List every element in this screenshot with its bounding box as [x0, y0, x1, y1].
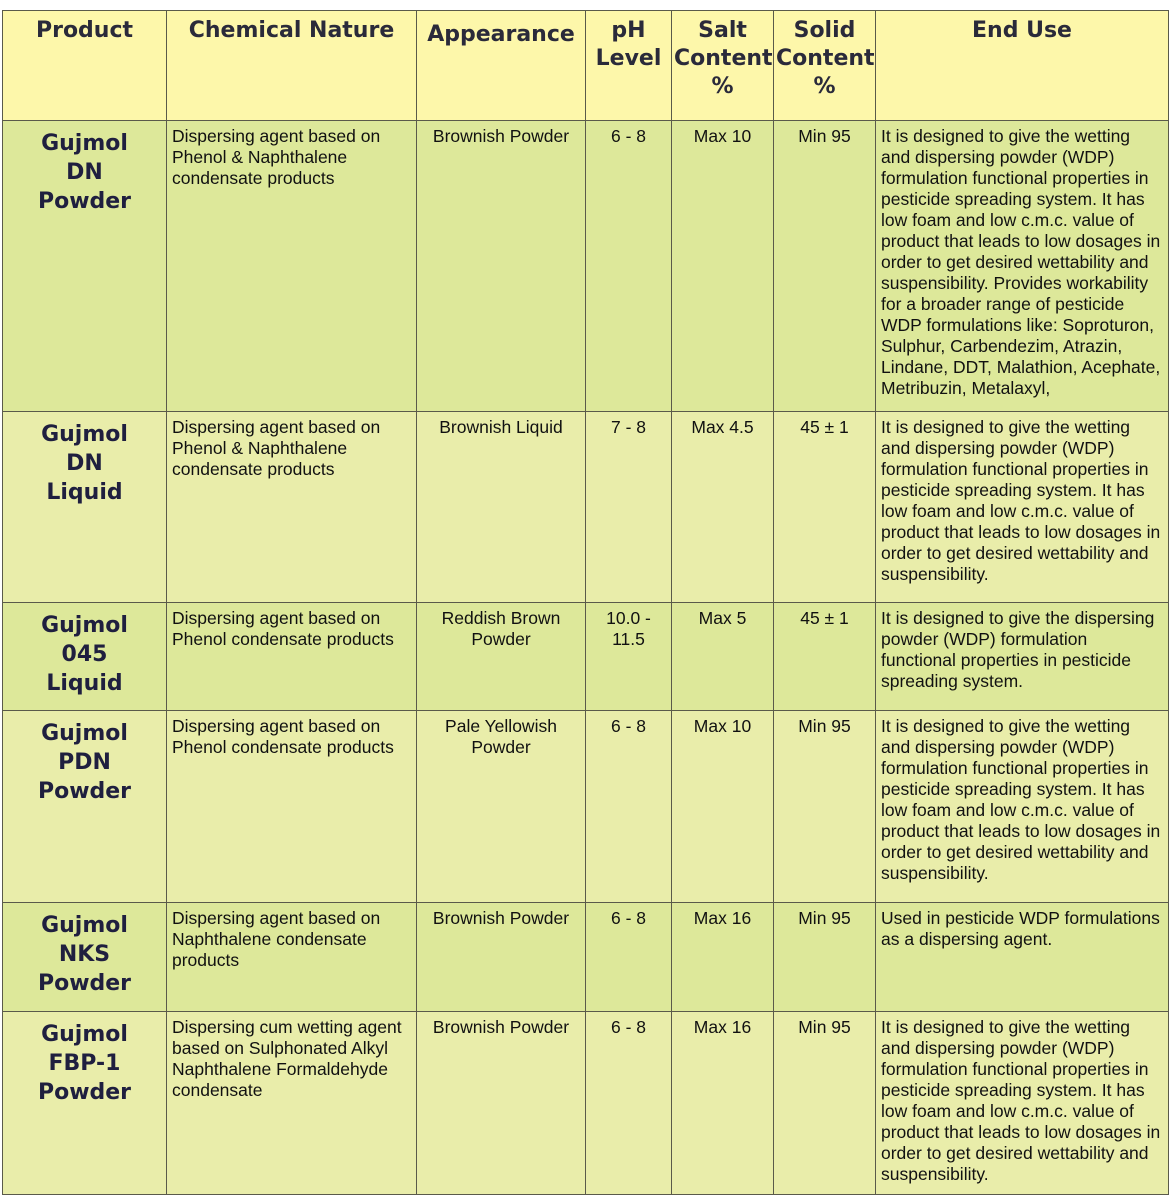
ph-level: 6 - 8	[586, 903, 672, 1012]
appearance: Reddish Brown Powder	[417, 603, 586, 711]
end-use: Used in pesticide WDP formulations as a dispersing agent.	[876, 903, 1169, 1012]
end-use: It is designed to give the wetting and dispersing powder (WDP) formulation functional properties in pesticide spreading system. It has low foam and low c.m.c. value of product that leads to low dosages in order to get desired wettability and suspensibility.	[876, 711, 1169, 903]
table-row	[3, 903, 1169, 1012]
header-product: Product	[3, 11, 167, 121]
appearance: Brownish Powder	[417, 121, 586, 412]
product-name: Gujmol FBP-1 Powder	[3, 1012, 167, 1195]
product-name: Gujmol 045 Liquid	[3, 603, 167, 711]
end-use: It is designed to give the wetting and dispersing powder (WDP) formulation functional properties in pesticide spreading system. It has low foam and low c.m.c. value of product that leads to low dosages in order to get desired wettability and suspensibility.	[876, 1012, 1169, 1195]
header-ph-level: pH Level	[586, 11, 672, 121]
product-name: Gujmol DN Liquid	[3, 412, 167, 603]
end-use: It is designed to give the wetting and dispersing powder (WDP) formulation functional properties in pesticide spreading system. It has low foam and low c.m.c. value of product that leads to low dosages in order to get desired wettability and suspensibility.	[876, 412, 1169, 603]
chemical-nature: Dispersing agent based on Phenol condensate products	[167, 603, 417, 711]
product-name: Gujmol DN Powder	[3, 121, 167, 412]
header-solid-content: Solid Content %	[774, 11, 876, 121]
header-appearance: Appearance	[417, 11, 586, 121]
ph-level: 10.0 - 11.5	[586, 603, 672, 711]
appearance: Brownish Powder	[417, 1012, 586, 1195]
solid-content: Min 95	[774, 903, 876, 1012]
header-end-use: End Use	[876, 11, 1169, 121]
salt-content: Max 10	[672, 121, 774, 412]
product-spec-table	[2, 10, 1169, 1195]
product-name: Gujmol PDN Powder	[3, 711, 167, 903]
table-row	[3, 1012, 1169, 1195]
ph-level: 7 - 8	[586, 412, 672, 603]
salt-content: Max 4.5	[672, 412, 774, 603]
salt-content: Max 5	[672, 603, 774, 711]
ph-level: 6 - 8	[586, 1012, 672, 1195]
chemical-nature: Dispersing agent based on Naphthalene condensate products	[167, 903, 417, 1012]
table-row	[3, 412, 1169, 603]
chemical-nature: Dispersing agent based on Phenol & Naphthalene condensate products	[167, 412, 417, 603]
end-use: It is designed to give the dispersing powder (WDP) formulation functional properties in pesticide spreading system.	[876, 603, 1169, 711]
appearance: Pale Yellowish Powder	[417, 711, 586, 903]
header-salt-content: Salt Content %	[672, 11, 774, 121]
chemical-nature: Dispersing agent based on Phenol condensate products	[167, 711, 417, 903]
table-row	[3, 121, 1169, 412]
table-row	[3, 711, 1169, 903]
header-chemical-nature: Chemical Nature	[167, 11, 417, 121]
solid-content: 45 ± 1	[774, 603, 876, 711]
appearance: Brownish Liquid	[417, 412, 586, 603]
solid-content: 45 ± 1	[774, 412, 876, 603]
salt-content: Max 16	[672, 1012, 774, 1195]
chemical-nature: Dispersing agent based on Phenol & Naphthalene condensate products	[167, 121, 417, 412]
chemical-nature: Dispersing cum wetting agent based on Sulphonated Alkyl Naphthalene Formaldehyde condensate	[167, 1012, 417, 1195]
product-name: Gujmol NKS Powder	[3, 903, 167, 1012]
header-row	[3, 11, 1169, 121]
solid-content: Min 95	[774, 1012, 876, 1195]
end-use: It is designed to give the wetting and dispersing powder (WDP) formulation functional properties in pesticide spreading system. It has low foam and low c.m.c. value of product that leads to low dosages in order to get desired wettability and suspensibility. Provides workability for a broader range of pesticide WDP formulations like: Soproturon, Sulphur, Carbendezim, Atrazin, Lindane, DDT, Malathion, Acephate, Metribuzin, Metalaxyl,	[876, 121, 1169, 412]
solid-content: Min 95	[774, 121, 876, 412]
ph-level: 6 - 8	[586, 121, 672, 412]
salt-content: Max 16	[672, 903, 774, 1012]
table-row	[3, 603, 1169, 711]
solid-content: Min 95	[774, 711, 876, 903]
appearance: Brownish Powder	[417, 903, 586, 1012]
salt-content: Max 10	[672, 711, 774, 903]
ph-level: 6 - 8	[586, 711, 672, 903]
